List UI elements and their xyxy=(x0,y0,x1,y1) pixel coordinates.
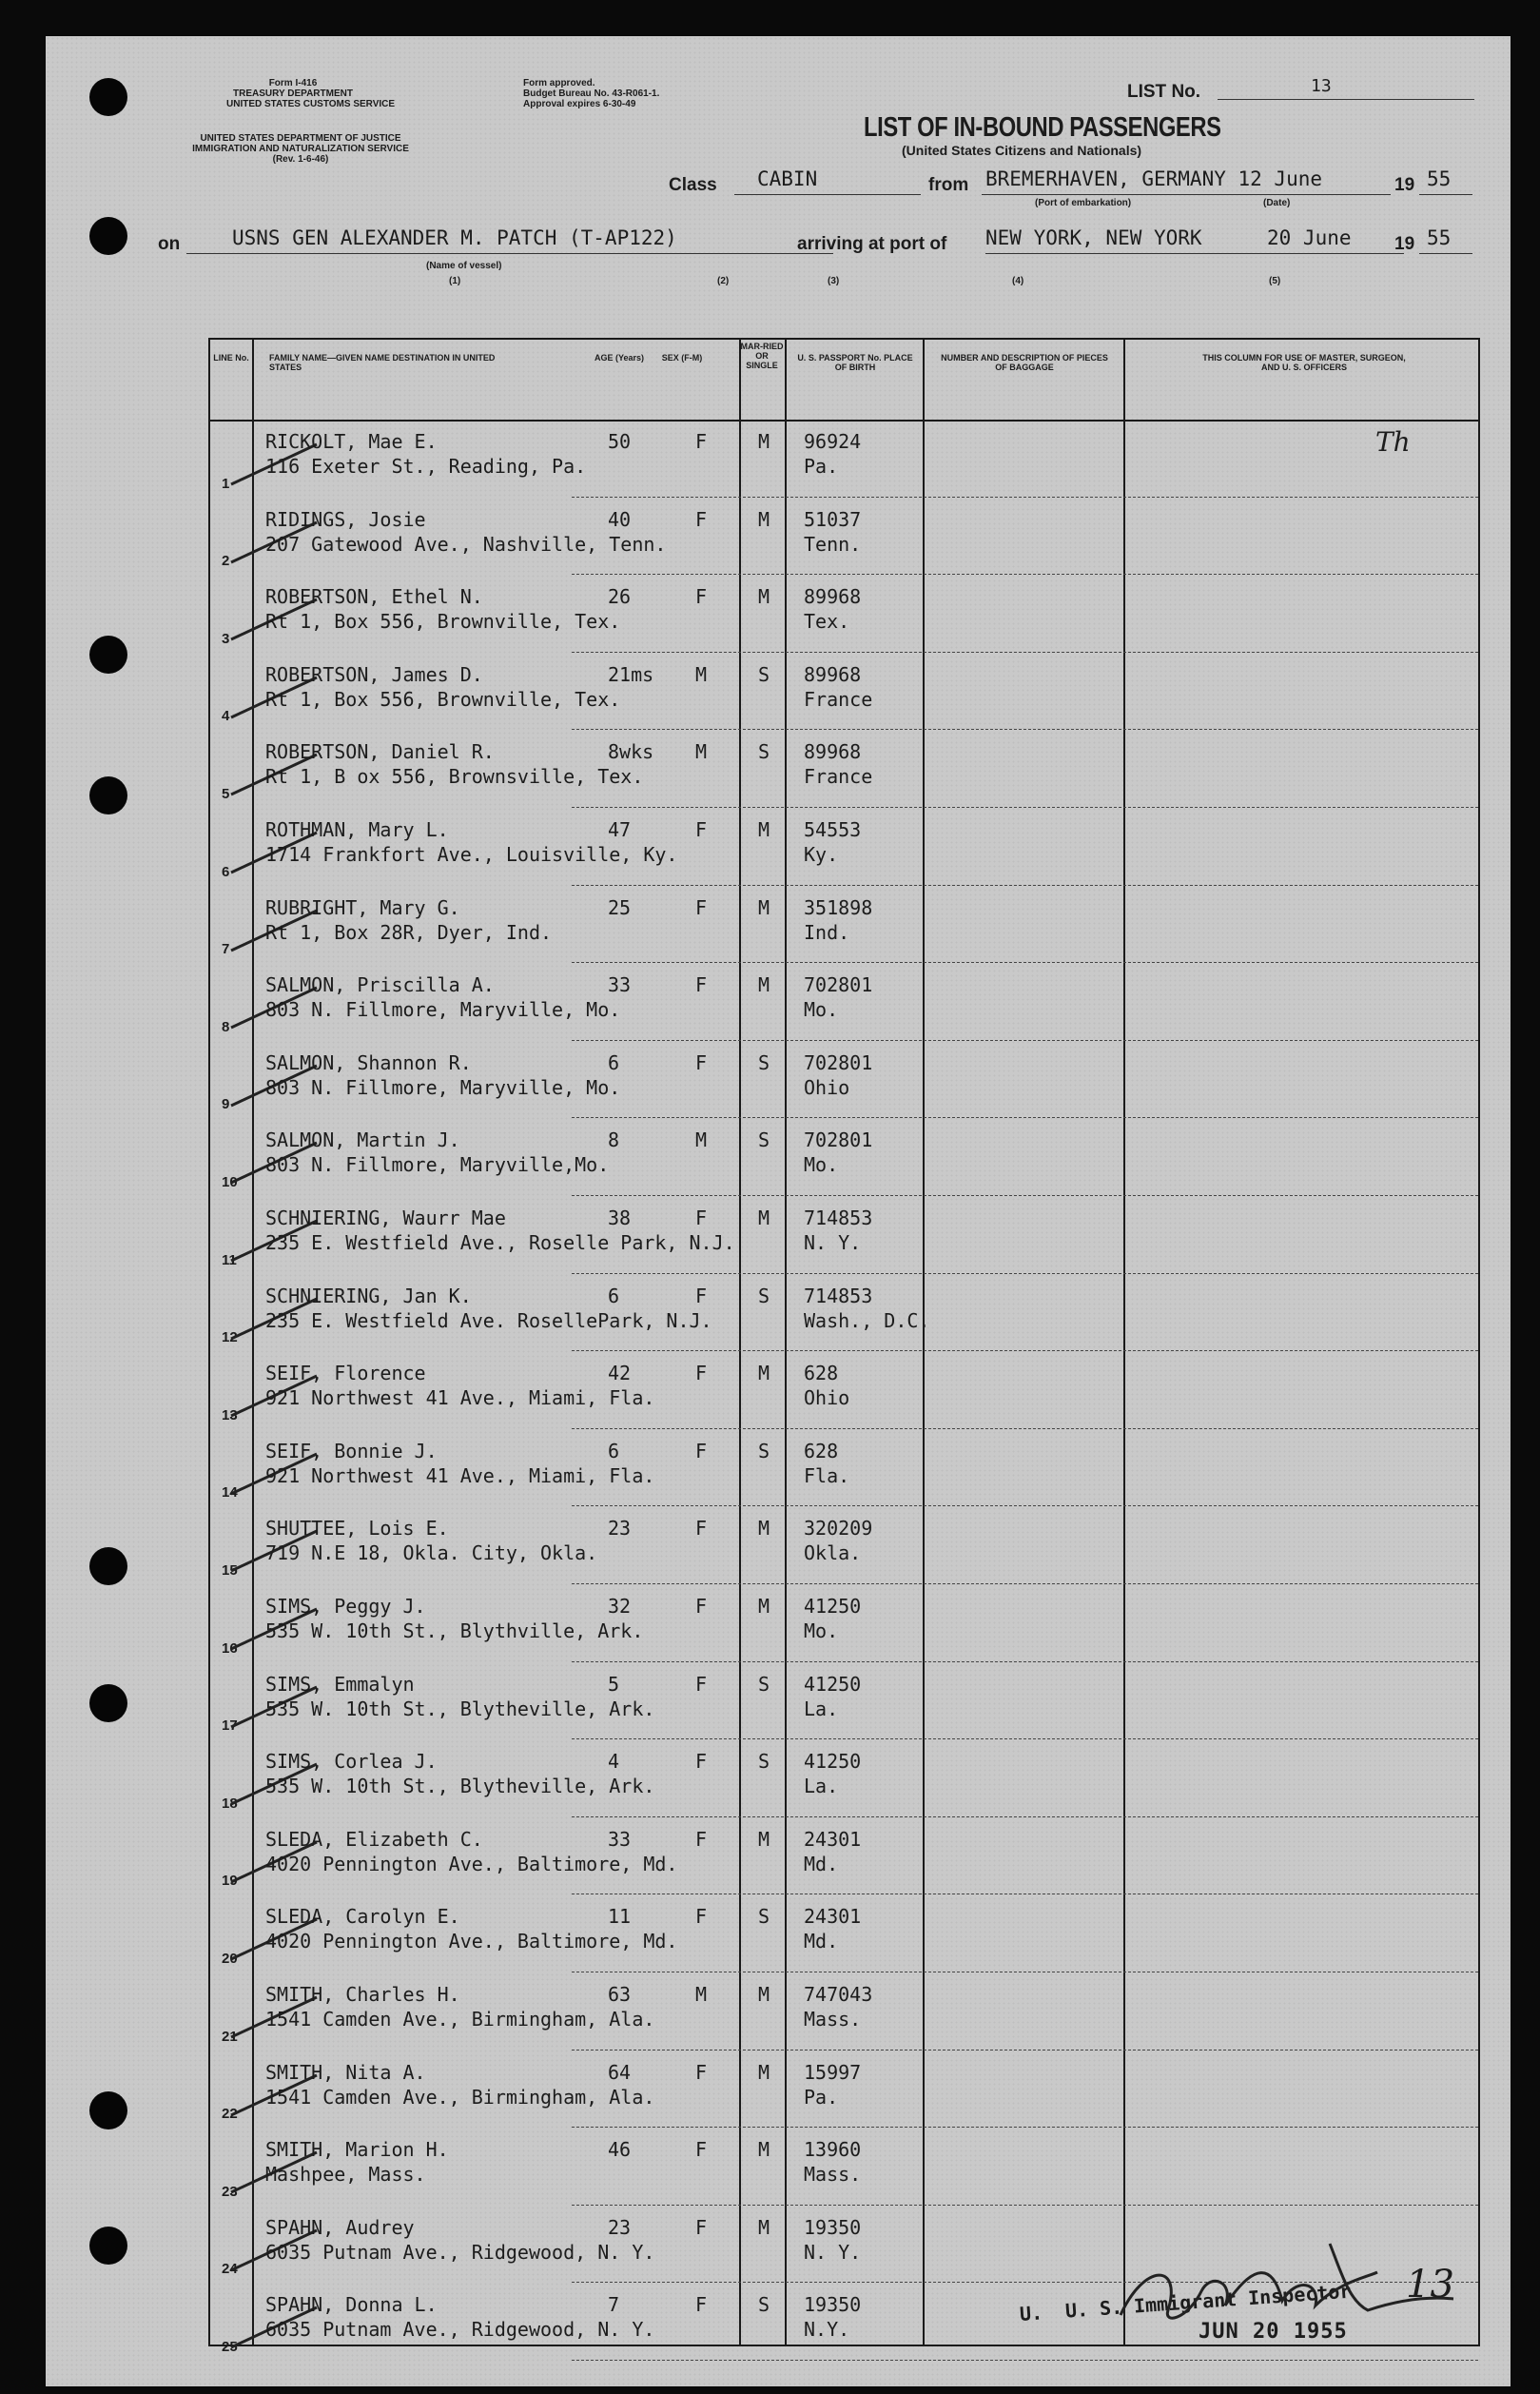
table-row xyxy=(210,1041,1478,1119)
passenger-name: SEIF, Bonnie J. xyxy=(265,1439,438,1462)
birth-place: Mass. xyxy=(804,2163,862,2187)
line-number: 24 xyxy=(222,2261,238,2278)
passport-number: 628 xyxy=(804,1362,839,1385)
arrival-date: 20 June xyxy=(1267,226,1352,249)
line-number: 25 xyxy=(222,2338,238,2355)
passenger-destination: 803 N. Fillmore, Maryville,Mo. xyxy=(265,1153,610,1177)
passenger-age: 4 xyxy=(608,1750,620,1774)
passenger-sex: F xyxy=(695,1050,708,1074)
passport-number: 351898 xyxy=(804,895,873,919)
passenger-sex: F xyxy=(695,1672,708,1696)
table-row xyxy=(210,1429,1478,1507)
approval-line: Budget Bureau No. 43-R061-1. xyxy=(523,88,660,99)
arrival-port: NEW YORK, NEW YORK xyxy=(985,226,1202,249)
punch-hole xyxy=(89,2091,127,2129)
passenger-destination: 1541 Camden Ave., Birmingham, Ala. xyxy=(265,2085,655,2109)
passport-number: 89968 xyxy=(804,585,862,609)
birth-place: Wash., D.C. xyxy=(804,1308,930,1332)
passport-number: 24301 xyxy=(804,1827,862,1851)
passenger-age: 64 xyxy=(608,2060,632,2084)
line-number: 3 xyxy=(222,630,230,647)
passenger-sex: F xyxy=(695,1905,708,1929)
line-number: 16 xyxy=(222,1639,238,1657)
birth-place: Ind. xyxy=(804,920,850,944)
birth-place: N. Y. xyxy=(804,2240,862,2264)
line-number: 23 xyxy=(222,2183,238,2200)
passenger-age: 6 xyxy=(608,1050,620,1074)
passenger-name: ROBERTSON, James D. xyxy=(265,662,483,686)
table-row xyxy=(210,498,1478,576)
passenger-marital: S xyxy=(758,1439,770,1462)
passenger-marital: M xyxy=(758,2060,770,2084)
treasury-label: TREASURY DEPARTMENT xyxy=(233,88,353,99)
passport-number: 41250 xyxy=(804,1595,862,1618)
passenger-name: SIMS, Emmalyn xyxy=(265,1672,415,1696)
birth-place: Ohio xyxy=(804,1075,850,1099)
table-row xyxy=(210,575,1478,653)
passenger-destination: 921 Northwest 41 Ave., Miami, Fla. xyxy=(265,1386,655,1410)
table-row xyxy=(210,808,1478,886)
passenger-name: SCHNIERING, Jan K. xyxy=(265,1284,472,1307)
birth-place: Pa. xyxy=(804,455,839,478)
passenger-destination: Rt 1, B ox 556, Brownsville, Tex. xyxy=(265,765,644,789)
passenger-marital: M xyxy=(758,2215,770,2239)
birth-place: Fla. xyxy=(804,1463,850,1487)
passenger-destination: 4020 Pennington Ave., Baltimore, Md. xyxy=(265,1930,678,1953)
line-number: 1 xyxy=(222,475,230,492)
passenger-destination: 116 Exeter St., Reading, Pa. xyxy=(265,455,587,478)
passenger-marital: M xyxy=(758,973,770,997)
birth-place: Tex. xyxy=(804,610,850,634)
birth-place: La. xyxy=(804,1775,839,1798)
passport-number: 714853 xyxy=(804,1207,873,1229)
passenger-destination: Rt 1, Box 556, Brownville, Tex. xyxy=(265,687,621,711)
passenger-sex: F xyxy=(695,1517,708,1540)
passenger-destination: 719 N.E 18, Okla. City, Okla. xyxy=(265,1541,598,1565)
approval-line: Approval expires 6-30-49 xyxy=(523,99,636,109)
punch-hole xyxy=(89,776,127,814)
passenger-marital: M xyxy=(758,430,770,453)
table-row xyxy=(210,730,1478,808)
passenger-destination: 1541 Camden Ave., Birmingham, Ala. xyxy=(265,2008,655,2031)
passenger-age: 23 xyxy=(608,2215,632,2239)
port-caption: (Port of embarkation) xyxy=(1035,198,1132,208)
passenger-marital: M xyxy=(758,2138,770,2162)
passenger-age: 40 xyxy=(608,507,632,531)
form-number: Form I-416 xyxy=(268,78,318,88)
passenger-name: SALMON, Priscilla A. xyxy=(265,973,495,997)
passport-number: 24301 xyxy=(804,1905,862,1929)
passenger-sex: F xyxy=(695,1439,708,1462)
column-number: (5) xyxy=(1269,276,1281,286)
passenger-marital: S xyxy=(758,1672,770,1696)
passenger-marital: S xyxy=(758,740,770,764)
passport-number: 702801 xyxy=(804,973,873,997)
passenger-sex: M xyxy=(695,1983,708,2006)
birth-place: Md. xyxy=(804,1930,839,1953)
passenger-age: 8 xyxy=(608,1128,620,1152)
passenger-sex: F xyxy=(695,2138,708,2162)
passenger-marital: S xyxy=(758,1284,770,1307)
passenger-marital: S xyxy=(758,1050,770,1074)
passenger-age: 5 xyxy=(608,1672,620,1696)
passport-number: 19350 xyxy=(804,2215,862,2239)
header-age: AGE (Years) xyxy=(594,353,645,363)
header-name: FAMILY NAME—GIVEN NAME DESTINATION IN UNITED STATES xyxy=(269,353,496,372)
from-label: from xyxy=(928,175,969,195)
vessel-name: USNS GEN ALEXANDER M. PATCH (T-AP122) xyxy=(232,226,677,249)
column-number: (4) xyxy=(1012,276,1024,286)
column-number: (3) xyxy=(828,276,840,286)
passenger-sex: F xyxy=(695,2060,708,2084)
header-passport: U. S. PASSPORT No. PLACE OF BIRTH xyxy=(797,353,913,372)
birth-place: Ky. xyxy=(804,843,839,866)
passenger-name: SIMS, Corlea J. xyxy=(265,1750,438,1774)
passenger-destination: Rt 1, Box 556, Brownville, Tex. xyxy=(265,610,621,634)
arrival-year: 55 xyxy=(1427,226,1452,249)
class-value: CABIN xyxy=(757,167,818,190)
signature-mark: 13 xyxy=(1406,2263,1454,2306)
header-line-no: LINE No. xyxy=(213,353,249,363)
passenger-age: 42 xyxy=(608,1362,632,1385)
table-row xyxy=(210,1584,1478,1662)
passenger-name: SMITH, Charles H. xyxy=(265,1983,460,2006)
punch-hole xyxy=(89,1684,127,1722)
line-number: 12 xyxy=(222,1329,238,1346)
ins-label: IMMIGRATION AND NATURALIZATION SERVICE xyxy=(192,144,409,154)
birth-place: France xyxy=(804,765,873,789)
list-number-label: LIST No. xyxy=(1127,82,1201,102)
passport-number: 41250 xyxy=(804,1750,862,1774)
passenger-destination: 535 W. 10th St., Blythville, Ark. xyxy=(265,1619,644,1642)
line-number: 17 xyxy=(222,1717,238,1735)
passport-number: 13960 xyxy=(804,2138,862,2162)
passenger-sex: F xyxy=(695,1207,708,1229)
line-number: 7 xyxy=(222,941,230,958)
line-number: 22 xyxy=(222,2106,238,2123)
passenger-sex: M xyxy=(695,740,708,764)
passenger-sex: F xyxy=(695,895,708,919)
passenger-name: SALMON, Martin J. xyxy=(265,1128,460,1152)
passenger-marital: S xyxy=(758,1905,770,1929)
passport-number: 702801 xyxy=(804,1128,873,1152)
passenger-sex: F xyxy=(695,973,708,997)
table-row xyxy=(210,1274,1478,1352)
passport-number: 320209 xyxy=(804,1517,873,1540)
passenger-marital: M xyxy=(758,1595,770,1618)
passenger-name: ROBERTSON, Ethel N. xyxy=(265,585,483,609)
passenger-destination: Mashpee, Mass. xyxy=(265,2163,426,2187)
passenger-sex: F xyxy=(695,585,708,609)
passenger-marital: M xyxy=(758,1983,770,2006)
table-row xyxy=(210,2128,1478,2206)
birth-place: Ohio xyxy=(804,1386,850,1410)
page-subtitle: (United States Citizens and Nationals) xyxy=(902,143,1142,158)
birth-place: N.Y. xyxy=(804,2318,850,2342)
table-row xyxy=(210,886,1478,964)
passenger-destination: 6035 Putnam Ave., Ridgewood, N. Y. xyxy=(265,2318,655,2342)
approval-line: Form approved. xyxy=(523,78,595,88)
passenger-sex: F xyxy=(695,507,708,531)
margin-mark: Th xyxy=(1375,426,1411,458)
punch-hole xyxy=(89,1547,127,1585)
header-officers: THIS COLUMN FOR USE OF MASTER, SURGEON, AND U. S. OFFICERS xyxy=(1202,353,1406,372)
embarkation-value: BREMERHAVEN, GERMANY 12 June xyxy=(985,167,1323,190)
birth-place: Md. xyxy=(804,1852,839,1875)
passport-number: 15997 xyxy=(804,2060,862,2084)
passenger-name: SALMON, Shannon R. xyxy=(265,1050,472,1074)
passenger-sex: M xyxy=(695,1128,708,1152)
passenger-name: SLEDA, Carolyn E. xyxy=(265,1905,460,1929)
manifest-page xyxy=(46,36,1511,2386)
punch-hole xyxy=(89,636,127,674)
line-number: 14 xyxy=(222,1484,238,1501)
passport-number: 89968 xyxy=(804,662,862,686)
passenger-marital: S xyxy=(758,1128,770,1152)
passenger-destination: 535 W. 10th St., Blytheville, Ark. xyxy=(265,1697,655,1720)
birth-place: Tenn. xyxy=(804,532,862,556)
passport-number: 714853 xyxy=(804,1284,873,1307)
date-caption: (Date) xyxy=(1263,198,1291,208)
form-header-justice xyxy=(158,133,443,165)
table-row xyxy=(210,420,1478,498)
passenger-sex: F xyxy=(695,818,708,841)
passport-number: 702801 xyxy=(804,1050,873,1074)
passenger-marital: M xyxy=(758,895,770,919)
embarkation-year: 55 xyxy=(1427,167,1452,190)
birth-place: Pa. xyxy=(804,2085,839,2109)
passenger-destination: 803 N. Fillmore, Maryville, Mo. xyxy=(265,998,621,1022)
passenger-name: SPAHN, Audrey xyxy=(265,2215,415,2239)
header-sex: SEX (F-M) xyxy=(661,353,703,363)
page-title: LIST OF IN-BOUND PASSENGERS xyxy=(864,112,1221,143)
passenger-marital: S xyxy=(758,2293,770,2317)
line-number: 4 xyxy=(222,708,230,725)
line-number: 20 xyxy=(222,1950,238,1967)
passenger-name: SEIF, Florence xyxy=(265,1362,426,1385)
passenger-marital: M xyxy=(758,1517,770,1540)
table-row xyxy=(210,1817,1478,1895)
passenger-table xyxy=(208,338,1480,2355)
passenger-age: 6 xyxy=(608,1439,620,1462)
line-number: 9 xyxy=(222,1096,230,1113)
class-label: Class xyxy=(669,175,717,195)
table-row xyxy=(210,653,1478,731)
passport-number: 96924 xyxy=(804,430,862,453)
passenger-name: RIDINGS, Josie xyxy=(265,507,426,531)
passport-number: 628 xyxy=(804,1439,839,1462)
header-married: MAR-RIED OR SINGLE xyxy=(740,342,784,370)
passenger-name: SCHNIERING, Waurr Mae xyxy=(265,1207,506,1229)
passenger-destination: 921 Northwest 41 Ave., Miami, Fla. xyxy=(265,1463,655,1487)
line-number: 10 xyxy=(222,1173,238,1190)
passenger-age: 6 xyxy=(608,1284,620,1307)
table-row xyxy=(210,2051,1478,2129)
passenger-age: 8wks xyxy=(608,740,654,764)
passenger-age: 21ms xyxy=(608,662,654,686)
passenger-age: 23 xyxy=(608,1517,632,1540)
passenger-marital: M xyxy=(758,1362,770,1385)
passenger-age: 38 xyxy=(608,1207,632,1229)
line-number: 8 xyxy=(222,1018,230,1035)
passenger-name: RICKOLT, Mae E. xyxy=(265,430,438,453)
justice-label: UNITED STATES DEPARTMENT OF JUSTICE xyxy=(200,133,401,144)
date-stamp: JUN 20 1955 xyxy=(1199,2320,1348,2344)
list-number: 13 xyxy=(1311,76,1332,96)
passport-number: 51037 xyxy=(804,507,862,531)
table-row xyxy=(210,1972,1478,2051)
passenger-sex: F xyxy=(695,1595,708,1618)
birth-place: N. Y. xyxy=(804,1231,862,1254)
passenger-age: 26 xyxy=(608,585,632,609)
passenger-age: 47 xyxy=(608,818,632,841)
passenger-name: SLEDA, Elizabeth C. xyxy=(265,1827,483,1851)
column-number: (2) xyxy=(717,276,730,286)
punch-hole xyxy=(89,217,127,255)
column-number: (1) xyxy=(449,276,461,286)
line-number: 18 xyxy=(222,1795,238,1812)
passenger-name: SMITH, Nita A. xyxy=(265,2060,426,2084)
passenger-destination: Rt 1, Box 28R, Dyer, Ind. xyxy=(265,920,553,944)
passenger-age: 25 xyxy=(608,895,632,919)
passenger-name: ROBERTSON, Daniel R. xyxy=(265,740,495,764)
customs-label: UNITED STATES CUSTOMS SERVICE xyxy=(226,99,396,109)
passenger-sex: F xyxy=(695,430,708,453)
table-row xyxy=(210,1662,1478,1740)
header-baggage: NUMBER AND DESCRIPTION OF PIECES OF BAGGAGE xyxy=(941,353,1108,372)
table-row xyxy=(210,1739,1478,1817)
passport-number: 747043 xyxy=(804,1983,873,2006)
passport-number: 54553 xyxy=(804,818,862,841)
line-number: 6 xyxy=(222,863,230,880)
passenger-marital: M xyxy=(758,818,770,841)
passenger-age: 33 xyxy=(608,1827,632,1851)
vessel-caption: (Name of vessel) xyxy=(426,261,502,271)
passenger-destination: 235 E. Westfield Ave. RosellePark, N.J. xyxy=(265,1308,712,1332)
passport-number: 89968 xyxy=(804,740,862,764)
passenger-name: SHUTTEE, Lois E. xyxy=(265,1517,449,1540)
line-number: 15 xyxy=(222,1561,238,1579)
year-prefix: 19 xyxy=(1394,175,1415,195)
passenger-sex: F xyxy=(695,1284,708,1307)
on-label: on xyxy=(158,234,181,254)
line-number: 2 xyxy=(222,553,230,570)
passenger-sex: F xyxy=(695,2215,708,2239)
punch-hole xyxy=(89,2227,127,2265)
passenger-age: 11 xyxy=(608,1905,632,1929)
passport-number: 19350 xyxy=(804,2293,862,2317)
birth-place: Mo. xyxy=(804,1619,839,1642)
passenger-destination: 1714 Frankfort Ave., Louisville, Ky. xyxy=(265,843,678,866)
passenger-name: SIMS, Peggy J. xyxy=(265,1595,426,1618)
birth-place: Mass. xyxy=(804,2008,862,2031)
passenger-age: 33 xyxy=(608,973,632,997)
passenger-destination: 235 E. Westfield Ave., Roselle Park, N.J. xyxy=(265,1231,735,1254)
table-row xyxy=(210,1118,1478,1196)
punch-hole xyxy=(89,78,127,116)
passenger-age: 50 xyxy=(608,430,632,453)
passenger-sex: F xyxy=(695,2293,708,2317)
passenger-name: SPAHN, Donna L. xyxy=(265,2293,438,2317)
line-number: 5 xyxy=(222,785,230,802)
passenger-name: RUBRIGHT, Mary G. xyxy=(265,895,460,919)
year-prefix: 19 xyxy=(1394,234,1415,254)
birth-place: La. xyxy=(804,1697,839,1720)
passenger-sex: F xyxy=(695,1827,708,1851)
table-row xyxy=(210,1351,1478,1429)
passenger-destination: 535 W. 10th St., Blytheville, Ark. xyxy=(265,1775,655,1798)
birth-place: Okla. xyxy=(804,1541,862,1565)
line-number: 13 xyxy=(222,1406,238,1423)
passenger-sex: F xyxy=(695,1362,708,1385)
inspector-label: U. U. S. Immigrant Inspector xyxy=(1019,2279,1353,2325)
passenger-destination: 6035 Putnam Ave., Ridgewood, N. Y. xyxy=(265,2240,655,2264)
passport-number: 41250 xyxy=(804,1672,862,1696)
passenger-name: SMITH, Marion H. xyxy=(265,2138,449,2162)
passenger-destination: 4020 Pennington Ave., Baltimore, Md. xyxy=(265,1852,678,1875)
line-number: 19 xyxy=(222,1873,238,1890)
table-row xyxy=(210,1196,1478,1274)
passenger-age: 7 xyxy=(608,2293,620,2317)
passenger-destination: 803 N. Fillmore, Maryville, Mo. xyxy=(265,1075,621,1099)
passenger-age: 46 xyxy=(608,2138,632,2162)
passenger-marital: S xyxy=(758,662,770,686)
passenger-marital: M xyxy=(758,1207,770,1229)
form-approval xyxy=(523,78,659,109)
arriving-label: arriving at port of xyxy=(797,234,947,254)
table-row xyxy=(210,1894,1478,1972)
passenger-sex: F xyxy=(695,1750,708,1774)
passenger-age: 63 xyxy=(608,1983,632,2006)
table-row xyxy=(210,963,1478,1041)
passenger-marital: M xyxy=(758,585,770,609)
birth-place: Mo. xyxy=(804,1153,839,1177)
passenger-name: ROTHMAN, Mary L. xyxy=(265,818,449,841)
passenger-sex: M xyxy=(695,662,708,686)
line-number: 11 xyxy=(222,1251,237,1268)
birth-place: France xyxy=(804,687,873,711)
passenger-destination: 207 Gatewood Ave., Nashville, Tenn. xyxy=(265,532,667,556)
revision-label: (Rev. 1-6-46) xyxy=(272,154,329,165)
table-row xyxy=(210,1506,1478,1584)
passenger-marital: M xyxy=(758,507,770,531)
inspector-text: U. S. Immigrant Inspector xyxy=(1064,2279,1353,2323)
birth-place: Mo. xyxy=(804,998,839,1022)
passenger-marital: M xyxy=(758,1827,770,1851)
passenger-marital: S xyxy=(758,1750,770,1774)
passenger-age: 32 xyxy=(608,1595,632,1618)
form-header-treasury xyxy=(226,78,396,109)
line-number: 21 xyxy=(222,2028,238,2045)
